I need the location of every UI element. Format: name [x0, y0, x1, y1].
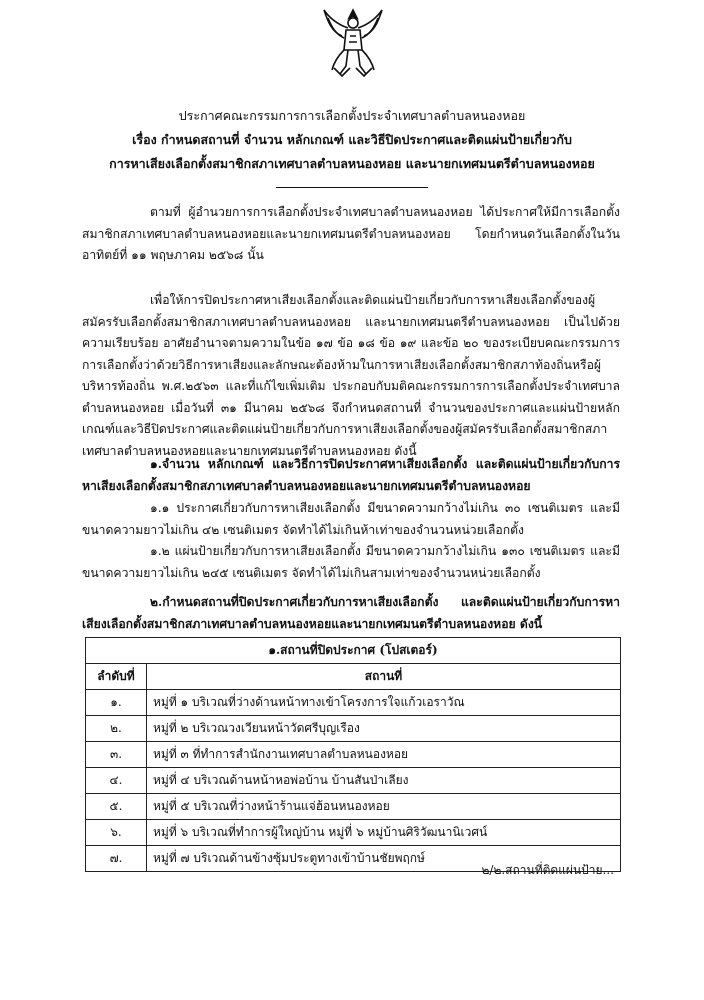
row-place: หมู่ที่ ๗ บริเวณด้านข้างซุ้มประตูทางเข้าบ้านชัยพฤกษ์ — [147, 846, 621, 872]
table-row — [86, 768, 621, 794]
col-header-no: ลำดับที่ — [86, 664, 147, 690]
table-row — [86, 716, 621, 742]
paragraph-1: ตามที่ ผู้อำนวยการการเลือกตั้งประจำเทศบาลตำบลหนองหอย ได้ประกาศให้มีการเลือกตั้งสมาชิกสภาเทศบาลตำบลหนองหอยและนายกเทศมนตรีตำบลหนองหอย โดยกำหนดวันเลือกตั้งในวันอาทิตย์ที่ ๑๑ พฤษภาคม ๒๕๖๘ นั้น — [82, 205, 620, 262]
continued-note: ๒/๒.สถานที่ติดแผ่นป้าย... — [481, 863, 614, 877]
header-subject-cont: การหาเสียงเลือกตั้งสมาชิกสภาเทศบาลตำบลหนองหอย และนายกเทศมนตรีตำบลหนองหอย — [109, 156, 595, 171]
row-place: หมู่ที่ ๓ ที่ทำการสำนักงานเทศบาลตำบลหนองหอย — [147, 742, 621, 768]
header-subject: เรื่อง กำหนดสถานที่ จำนวน หลักเกณฑ์ และวิธีปิดประกาศและติดแผ่นป้ายเกี่ยวกับ — [132, 132, 572, 147]
paragraph-2: เพื่อให้การปิดประกาศหาเสียงเลือกตั้งและติดแผ่นป้ายเกี่ยวกับการหาเสียงเลือกตั้งของผู้สมัครรับเลือกตั้งสมาชิกสภาเทศบาลตำบลหนองหอย และนายกเทศมนตรีตำบลหนองหอย เป็นไปด้วยความเรียบร้อย อาศัยอำนาจตามความในข้อ ๑๗ ข้อ ๑๘ ข้อ ๑๙ และข้อ ๒๐ ของระเบียบคณะกรรมการการเลือกตั้งว่าด้วยวิธีการหาเสียงและลักษณะต้องห้ามในการหาเสียงเลือกตั้งสมาชิกสภาท้องถิ่นหรือผู้บริหารท้องถิ่น พ.ศ.๒๕๖๓ และที่แก้ไขเพิ่มเติม ประกอบกับมติคณะกรรมการการเลือกตั้งประจำเทศบาลตำบลหนองหอย เมื่อวันที่ ๓๑ มีนาคม ๒๕๖๘ จึงกำหนดสถานที่ จำนวนของประกาศและแผ่นป้ายหลักเกณฑ์และวิธีปิดประกาศและติดแผ่นป้ายเกี่ยวกับการหาเสียงเลือกตั้งของผู้สมัครรับเลือกตั้งสมาชิกสภาเทศบาลตำบลหนองหอยและนายกเทศมนตรีตำบลหนองหอย ดังนี้ — [82, 293, 620, 458]
row-place: หมู่ที่ ๑ บริเวณที่ว่างด้านหน้าทางเข้าโครงการใจแก้วเอราวัณ — [147, 690, 621, 716]
garuda-emblem-icon — [322, 6, 384, 78]
row-place: หมู่ที่ ๕ บริเวณที่ว่างหน้าร้านแจ่ฮ้อนหนองหอย — [147, 794, 621, 820]
section-1-title: ๑.จำนวน หลักเกณฑ์ และวิธีการปิดประกาศหาเสียงเลือกตั้ง และติดแผ่นป้ายเกี่ยวกับการหาเสียงเลือกตั้งสมาชิกสภาเทศบาลตำบลหนองหอยและนายกเทศมนตรีตำบลหนองหอย — [82, 457, 620, 493]
row-place: หมู่ที่ ๔ บริเวณด้านหน้าหอพ่อบ้าน บ้านสันป่าเลียง — [147, 768, 621, 794]
row-no: ๒. — [86, 716, 147, 742]
table-row — [86, 794, 621, 820]
table-row — [86, 742, 621, 768]
row-no: ๑. — [86, 690, 147, 716]
row-no: ๕. — [86, 794, 147, 820]
col-header-place: สถานที่ — [147, 664, 621, 690]
row-no: ๓. — [86, 742, 147, 768]
row-no: ๗. — [86, 846, 147, 872]
table-row — [86, 690, 621, 716]
section-1-2: ๑.๒ แผ่นป้ายเกี่ยวกับการหาเสียงเลือกตั้ง มีขนาดความกว้างไม่เกิน ๑๓๐ เซนติเมตร และมีขนาดความยาวไม่เกิน ๒๔๕ เซนติเมตร จัดทำได้ไม่เกินสามเท่าของจำนวนหน่วยเลือกตั้ง — [82, 544, 620, 580]
row-no: ๔. — [86, 768, 147, 794]
divider — [276, 187, 428, 188]
table-row — [86, 820, 621, 846]
row-place: หมู่ที่ ๖ บริเวณที่ทำการผู้ใหญ่บ้าน หมู่ที่ ๖ หมู่บ้านศิริวัฒนานิเวศน์ — [147, 820, 621, 846]
table-caption: ๑.สถานที่ปิดประกาศ (โปสเตอร์) — [86, 638, 621, 664]
section-2-title: ๒.กำหนดสถานที่ปิดประกาศเกี่ยวกับการหาเสียงเลือกตั้ง และติดแผ่นป้ายเกี่ยวกับการหาเสียงเลือกตั้งสมาชิกสภาเทศบาลตำบลหนองหอยและนายกเทศมนตรีตำบลหนองหอย ดังนี้ — [82, 595, 620, 631]
row-place: หมู่ที่ ๒ บริเวณวงเวียนหน้าวัดศรีบุญเรือง — [147, 716, 621, 742]
section-1-1: ๑.๑ ประกาศเกี่ยวกับการหาเสียงเลือกตั้ง มีขนาดความกว้างไม่เกิน ๓๐ เซนติเมตร และมีขนาดความยาวไม่เกิน ๔๒ เซนติเมตร จัดทำได้ไม่เกินห้าเท่าของจำนวนหน่วยเลือกตั้ง — [82, 501, 620, 537]
header-line-1: ประกาศคณะกรรมการการเลือกตั้งประจำเทศบาลตำบลหนองหอย — [178, 108, 526, 123]
places-table — [85, 637, 621, 872]
row-no: ๖. — [86, 820, 147, 846]
